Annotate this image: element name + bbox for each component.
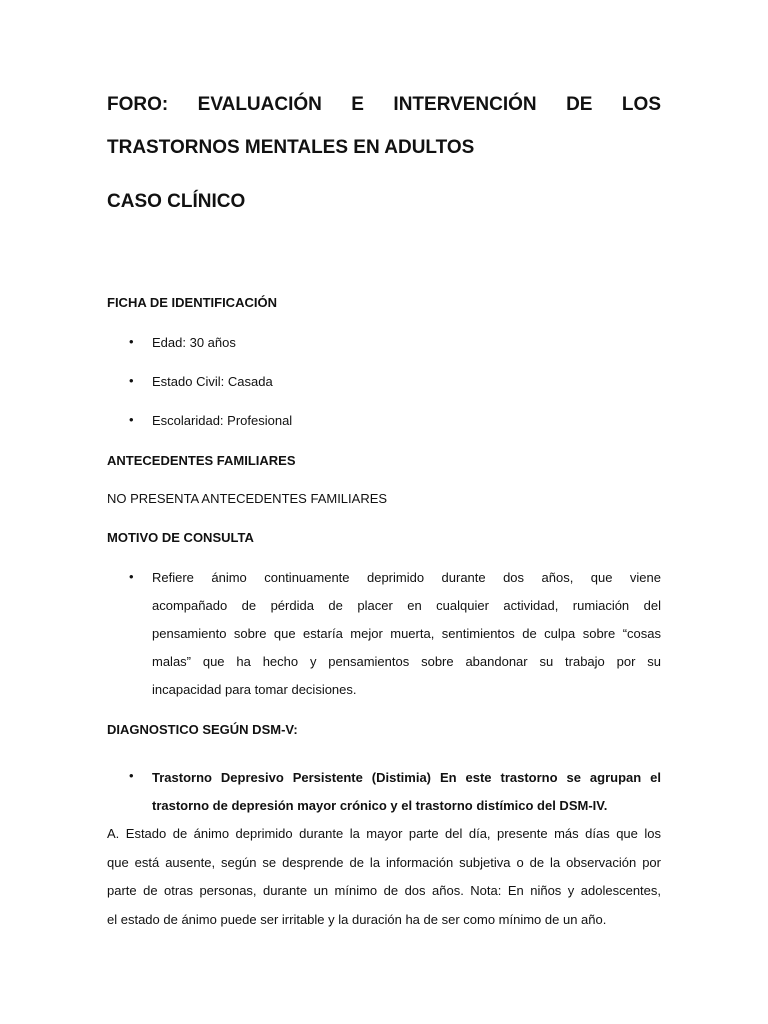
motivo-line: Refiere ánimo continuamente deprimido durante dos años, que viene bbox=[152, 570, 661, 585]
ficha-heading: FICHA DE IDENTIFICACIÓN bbox=[107, 295, 277, 310]
criterion-line: A. Estado de ánimo deprimido durante la mayor parte del día, presente más días que los bbox=[107, 826, 661, 841]
document-title-line-1: FORO: EVALUACIÓN E INTERVENCIÓN DE LOS bbox=[107, 94, 661, 115]
ficha-item-estado-civil: Estado Civil: Casada bbox=[152, 374, 273, 389]
antecedentes-heading: ANTECEDENTES FAMILIARES bbox=[107, 453, 296, 468]
motivo-line: incapacidad para tomar decisiones. bbox=[152, 682, 357, 697]
motivo-paragraph bbox=[152, 564, 661, 704]
criterion-a-paragraph bbox=[107, 820, 661, 934]
document-subtitle: CASO CLÍNICO bbox=[107, 191, 246, 212]
bullet-icon: • bbox=[129, 768, 134, 783]
criterion-line: que está ausente, según se desprende de la información subjetiva o de la observación por bbox=[107, 854, 661, 870]
diagnostico-bullet-paragraph bbox=[152, 764, 661, 820]
criterion-line: el estado de ánimo puede ser irritable y la duración ha de ser como mínimo de un año. bbox=[107, 911, 607, 927]
motivo-heading: MOTIVO DE CONSULTA bbox=[107, 530, 254, 545]
motivo-line: acompañado de pérdida de placer en cualquier actividad, rumiación del bbox=[152, 598, 661, 613]
diagnostico-heading: DIAGNOSTICO SEGÚN DSM-V: bbox=[107, 722, 298, 737]
bullet-icon: • bbox=[129, 373, 134, 388]
ficha-item-escolaridad: Escolaridad: Profesional bbox=[152, 413, 293, 428]
motivo-line: pensamiento sobre que estaría mejor muerta, sentimientos de culpa sobre “cosas bbox=[152, 626, 661, 641]
criterion-line: parte de otras personas, durante un mínimo de dos años. Nota: En niños y adolescentes, bbox=[107, 883, 661, 898]
bullet-icon: • bbox=[129, 569, 134, 584]
diagnostico-line: trastorno de depresión mayor crónico y el trastorno distímico del DSM-IV. bbox=[152, 798, 608, 813]
document-title-line-2: TRASTORNOS MENTALES EN ADULTOS bbox=[107, 137, 475, 158]
bullet-icon: • bbox=[129, 412, 134, 427]
diagnostico-line: Trastorno Depresivo Persistente (Distimia) En este trastorno se agrupan el bbox=[152, 770, 661, 785]
bullet-icon: • bbox=[129, 334, 134, 349]
ficha-item-edad: Edad: 30 años bbox=[152, 335, 236, 350]
antecedentes-text: NO PRESENTA ANTECEDENTES FAMILIARES bbox=[107, 491, 388, 506]
motivo-line: malas” que ha hecho y pensamientos sobre abandonar su trabajo por su bbox=[152, 654, 661, 669]
